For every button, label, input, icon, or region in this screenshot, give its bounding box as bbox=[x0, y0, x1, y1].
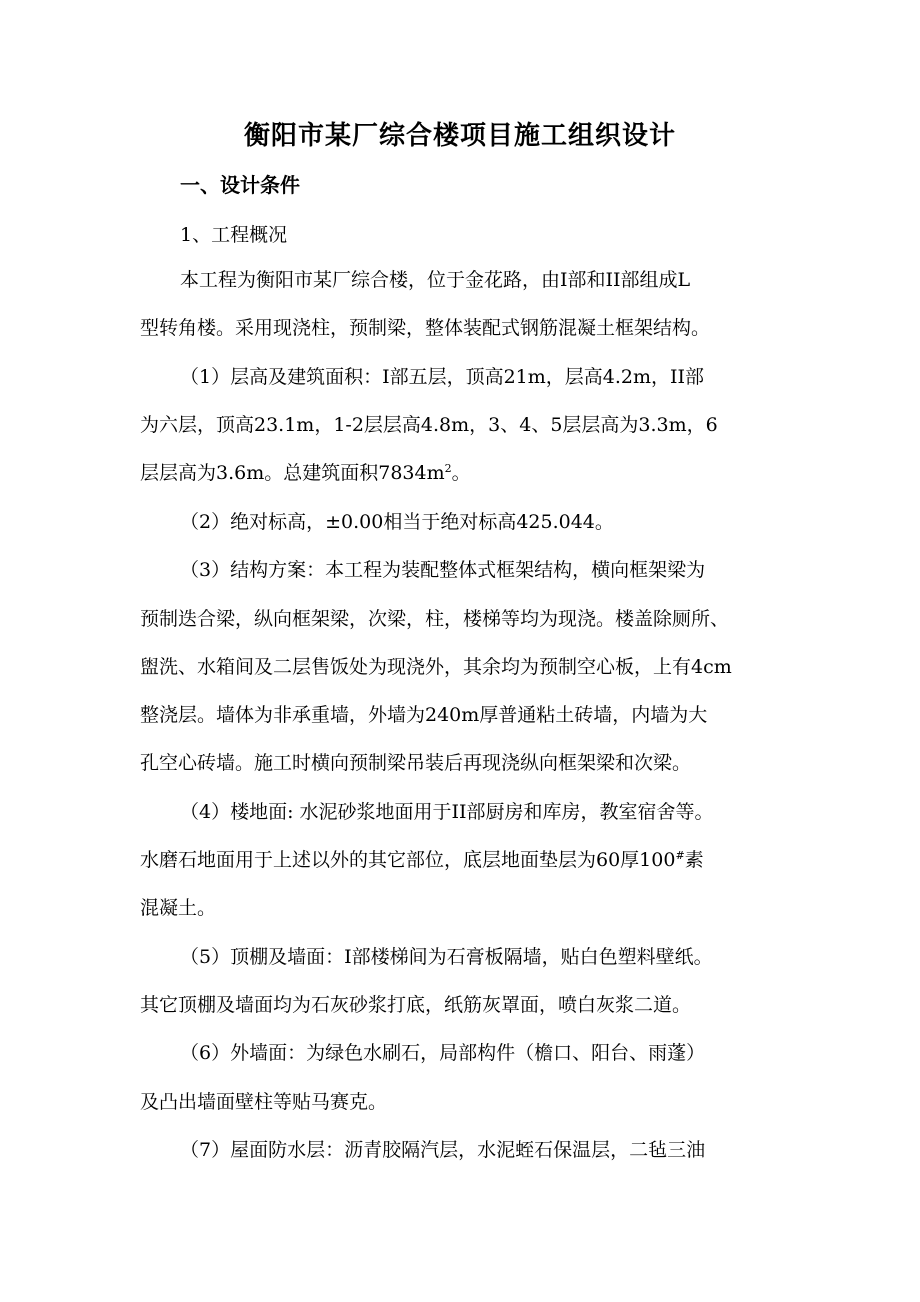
area-text: 层层高为3.6m。总建筑面积7834m bbox=[140, 462, 445, 484]
paragraph-line: （5）顶棚及墙面：Ⅰ部楼梯间为石膏板隔墙，贴白色塑料壁纸。 bbox=[180, 946, 713, 968]
document-title: 衡阳市某厂综合楼项目施工组织设计 bbox=[243, 121, 676, 151]
paragraph-line: （6）外墙面：为绿色水刷石，局部构件（檐口、阳台、雨蓬） bbox=[180, 1042, 706, 1064]
paragraph-line: 及凸出墙面壁柱等贴马赛克。 bbox=[140, 1091, 388, 1113]
paragraph-line: 整浇层。墙体为非承重墙，外墙为240m厚普通粘土砖墙，内墙为大 bbox=[140, 704, 708, 726]
paragraph-line: 型转角楼。采用现浇柱，预制梁，整体装配式钢筋混凝土框架结构。 bbox=[140, 317, 711, 339]
paragraph-line: 混凝土。 bbox=[140, 897, 217, 919]
paragraph-line bbox=[140, 458, 471, 488]
paragraph-line: 孔空心砖墙。施工时横向预制梁吊装后再现浇纵向框架梁和次梁。 bbox=[140, 752, 692, 774]
section-heading: 一、设计条件 bbox=[180, 173, 300, 197]
period: 。 bbox=[451, 462, 471, 484]
sub-heading: 1、工程概况 bbox=[180, 224, 288, 246]
paragraph-line: 其它顶棚及墙面均为石灰砂浆打底，纸筋灰罩面，喷白灰浆二道。 bbox=[140, 994, 692, 1016]
paragraph-line: 盥洗、水箱间及二层售饭处为现浇外，其余均为预制空心板，上有4cm bbox=[140, 656, 732, 678]
terrazzo-text-end: 素 bbox=[684, 849, 704, 871]
paragraph-line: 为六层，顶高23.1m，1-2层层高4.8m，3、4、5层层高为3.3m，6 bbox=[140, 414, 718, 436]
paragraph-line: （7）屋面防水层：沥青胶隔汽层，水泥蛭石保温层，二毡三油 bbox=[180, 1139, 706, 1161]
paragraph-line bbox=[140, 845, 704, 875]
paragraph-line: （3）结构方案：本工程为装配整体式框架结构，横向框架梁为 bbox=[180, 559, 706, 581]
area-superscript: 2 bbox=[444, 462, 452, 475]
grade-superscript: # bbox=[675, 849, 685, 862]
paragraph-line: （1）层高及建筑面积：Ⅰ部五层，顶高21m，层高4.2m，II部 bbox=[180, 366, 705, 388]
terrazzo-text: 水磨石地面用于上述以外的其它部位，底层地面垫层为60厚100 bbox=[140, 849, 676, 871]
paragraph-line: 本工程为衡阳市某厂综合楼，位于金花路，由Ⅰ部和II部组成L bbox=[180, 269, 691, 291]
paragraph-line: （2）绝对标高，±0.00相当于绝对标高425.044。 bbox=[180, 511, 614, 533]
paragraph-line: 预制迭合梁，纵向框架梁，次梁，柱，楼梯等均为现浇。楼盖除厕所、 bbox=[140, 608, 730, 630]
paragraph-line: （4）楼地面: 水泥砂浆地面用于II部厨房和库房，教室宿舍等。 bbox=[180, 801, 714, 823]
